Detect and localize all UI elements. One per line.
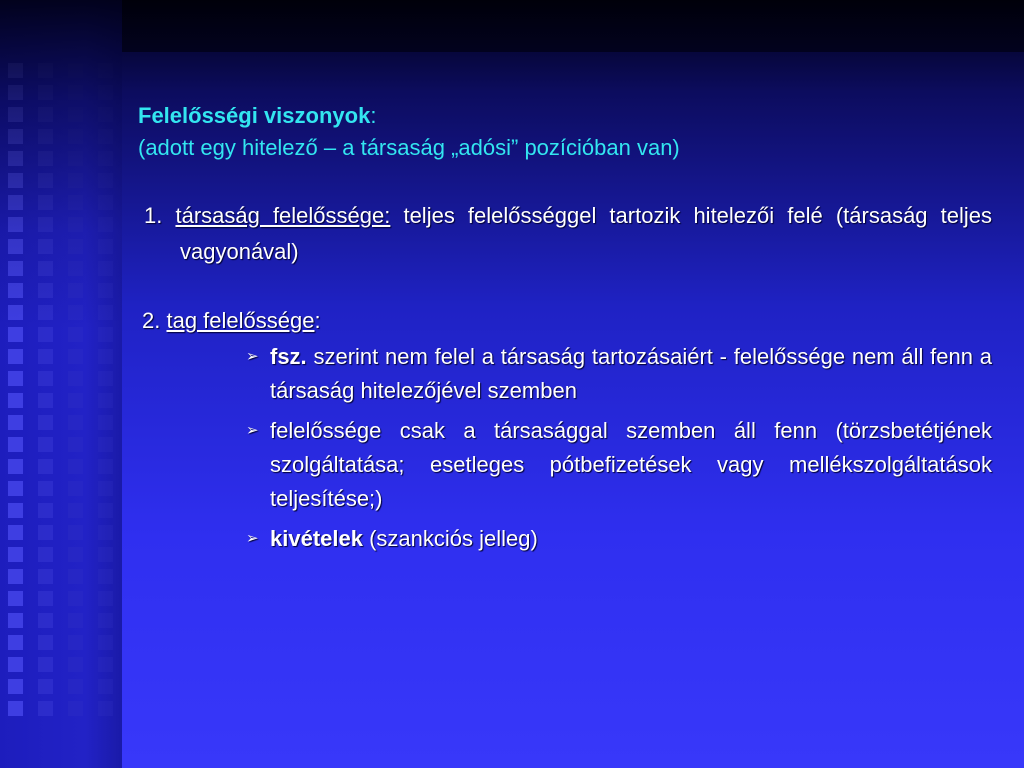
decorative-square	[98, 437, 113, 452]
decorative-square	[98, 657, 113, 672]
decorative-square	[98, 547, 113, 562]
item2-underlined: tag felelőssége	[166, 308, 315, 333]
title-bold: Felelősségi viszonyok	[138, 103, 371, 128]
item1-text: teljes felelősséggel tartozik hitelezői felé (társaság teljes vagyonával)	[180, 203, 992, 264]
decorative-square	[68, 569, 83, 584]
decorative-square	[8, 569, 23, 584]
item1-number: 1.	[144, 203, 163, 228]
decorative-square	[38, 635, 53, 650]
decorative-square	[68, 371, 83, 386]
decorative-square	[38, 591, 53, 606]
decorative-square	[38, 437, 53, 452]
decorative-square	[8, 547, 23, 562]
decorative-square	[8, 657, 23, 672]
item2-number: 2.	[142, 308, 161, 333]
decorative-square	[38, 613, 53, 628]
arrow-bullet-icon: ➢	[246, 422, 259, 439]
decorative-square	[68, 591, 83, 606]
decorative-square	[98, 613, 113, 628]
decorative-square	[98, 393, 113, 408]
decorative-square	[68, 701, 83, 716]
decorative-square	[38, 481, 53, 496]
decorative-square	[98, 701, 113, 716]
decorative-square	[68, 613, 83, 628]
decorative-square	[98, 679, 113, 694]
bullet-1-text: szerint nem felel a társaság tartozásaiért - felelőssége nem áll fenn a társaság hitelezőjével szemben	[270, 344, 992, 403]
title-subtitle: (adott egy hitelező – a társaság „adósi” pozícióban van)	[138, 135, 680, 160]
decorative-square	[8, 459, 23, 474]
decorative-square	[38, 547, 53, 562]
decorative-square	[38, 349, 53, 364]
decorative-square	[8, 393, 23, 408]
decorative-square	[38, 679, 53, 694]
title-colon: :	[370, 103, 377, 128]
sub-bullet-3	[246, 522, 992, 556]
decorative-square	[38, 657, 53, 672]
list-item-1	[138, 198, 992, 270]
decorative-square	[68, 503, 83, 518]
decorative-square	[38, 525, 53, 540]
decorative-square	[68, 679, 83, 694]
item1-underlined: társaság felelőssége:	[175, 203, 391, 228]
decorative-square	[68, 481, 83, 496]
list-item-2	[138, 306, 992, 336]
decorative-square	[98, 525, 113, 540]
decorative-square	[98, 635, 113, 650]
left-decorative-strip	[0, 0, 122, 768]
decorative-square	[38, 371, 53, 386]
decorative-square	[38, 459, 53, 474]
decorative-square	[8, 481, 23, 496]
decorative-square	[38, 393, 53, 408]
decorative-square	[8, 437, 23, 452]
decorative-square	[98, 415, 113, 430]
decorative-square	[98, 349, 113, 364]
decorative-square	[68, 547, 83, 562]
bullet-1-bold: fsz.	[270, 344, 307, 369]
slide-content	[138, 100, 992, 562]
decorative-square	[68, 415, 83, 430]
decorative-square	[8, 701, 23, 716]
decorative-square	[8, 371, 23, 386]
bullet-3-bold: kivételek	[270, 526, 363, 551]
decorative-square	[8, 349, 23, 364]
sub-bullet-2	[246, 414, 992, 516]
decorative-square	[68, 349, 83, 364]
decorative-square	[8, 591, 23, 606]
decorative-square	[98, 569, 113, 584]
sub-bullet-list	[138, 340, 992, 556]
decorative-square	[98, 481, 113, 496]
arrow-bullet-icon: ➢	[246, 530, 259, 547]
decorative-square	[98, 371, 113, 386]
bullet-2-text: felelőssége csak a társasággal szemben áll fenn (törzsbetétjének szolgáltatása; esetleges pótbefizetések vagy mellékszolgáltatások teljesítése;)	[270, 418, 992, 511]
decorative-square	[8, 613, 23, 628]
slide-title	[138, 100, 992, 164]
decorative-square	[68, 437, 83, 452]
decorative-square	[68, 393, 83, 408]
decorative-square	[38, 701, 53, 716]
decorative-square	[98, 459, 113, 474]
decorative-square	[8, 635, 23, 650]
decorative-square	[8, 525, 23, 540]
decorative-square	[68, 525, 83, 540]
decorative-square	[8, 503, 23, 518]
item2-colon: :	[314, 308, 321, 333]
top-band	[122, 0, 1024, 52]
decorative-square	[98, 503, 113, 518]
decorative-square	[68, 635, 83, 650]
decorative-square	[8, 415, 23, 430]
decorative-square	[68, 657, 83, 672]
bullet-3-text: (szankciós jelleg)	[362, 526, 538, 551]
arrow-bullet-icon: ➢	[246, 348, 259, 365]
decorative-square	[8, 679, 23, 694]
sub-bullet-1	[246, 340, 992, 408]
decorative-square	[38, 503, 53, 518]
decorative-square	[68, 459, 83, 474]
decorative-square	[98, 591, 113, 606]
decorative-square	[38, 415, 53, 430]
decorative-square	[38, 569, 53, 584]
